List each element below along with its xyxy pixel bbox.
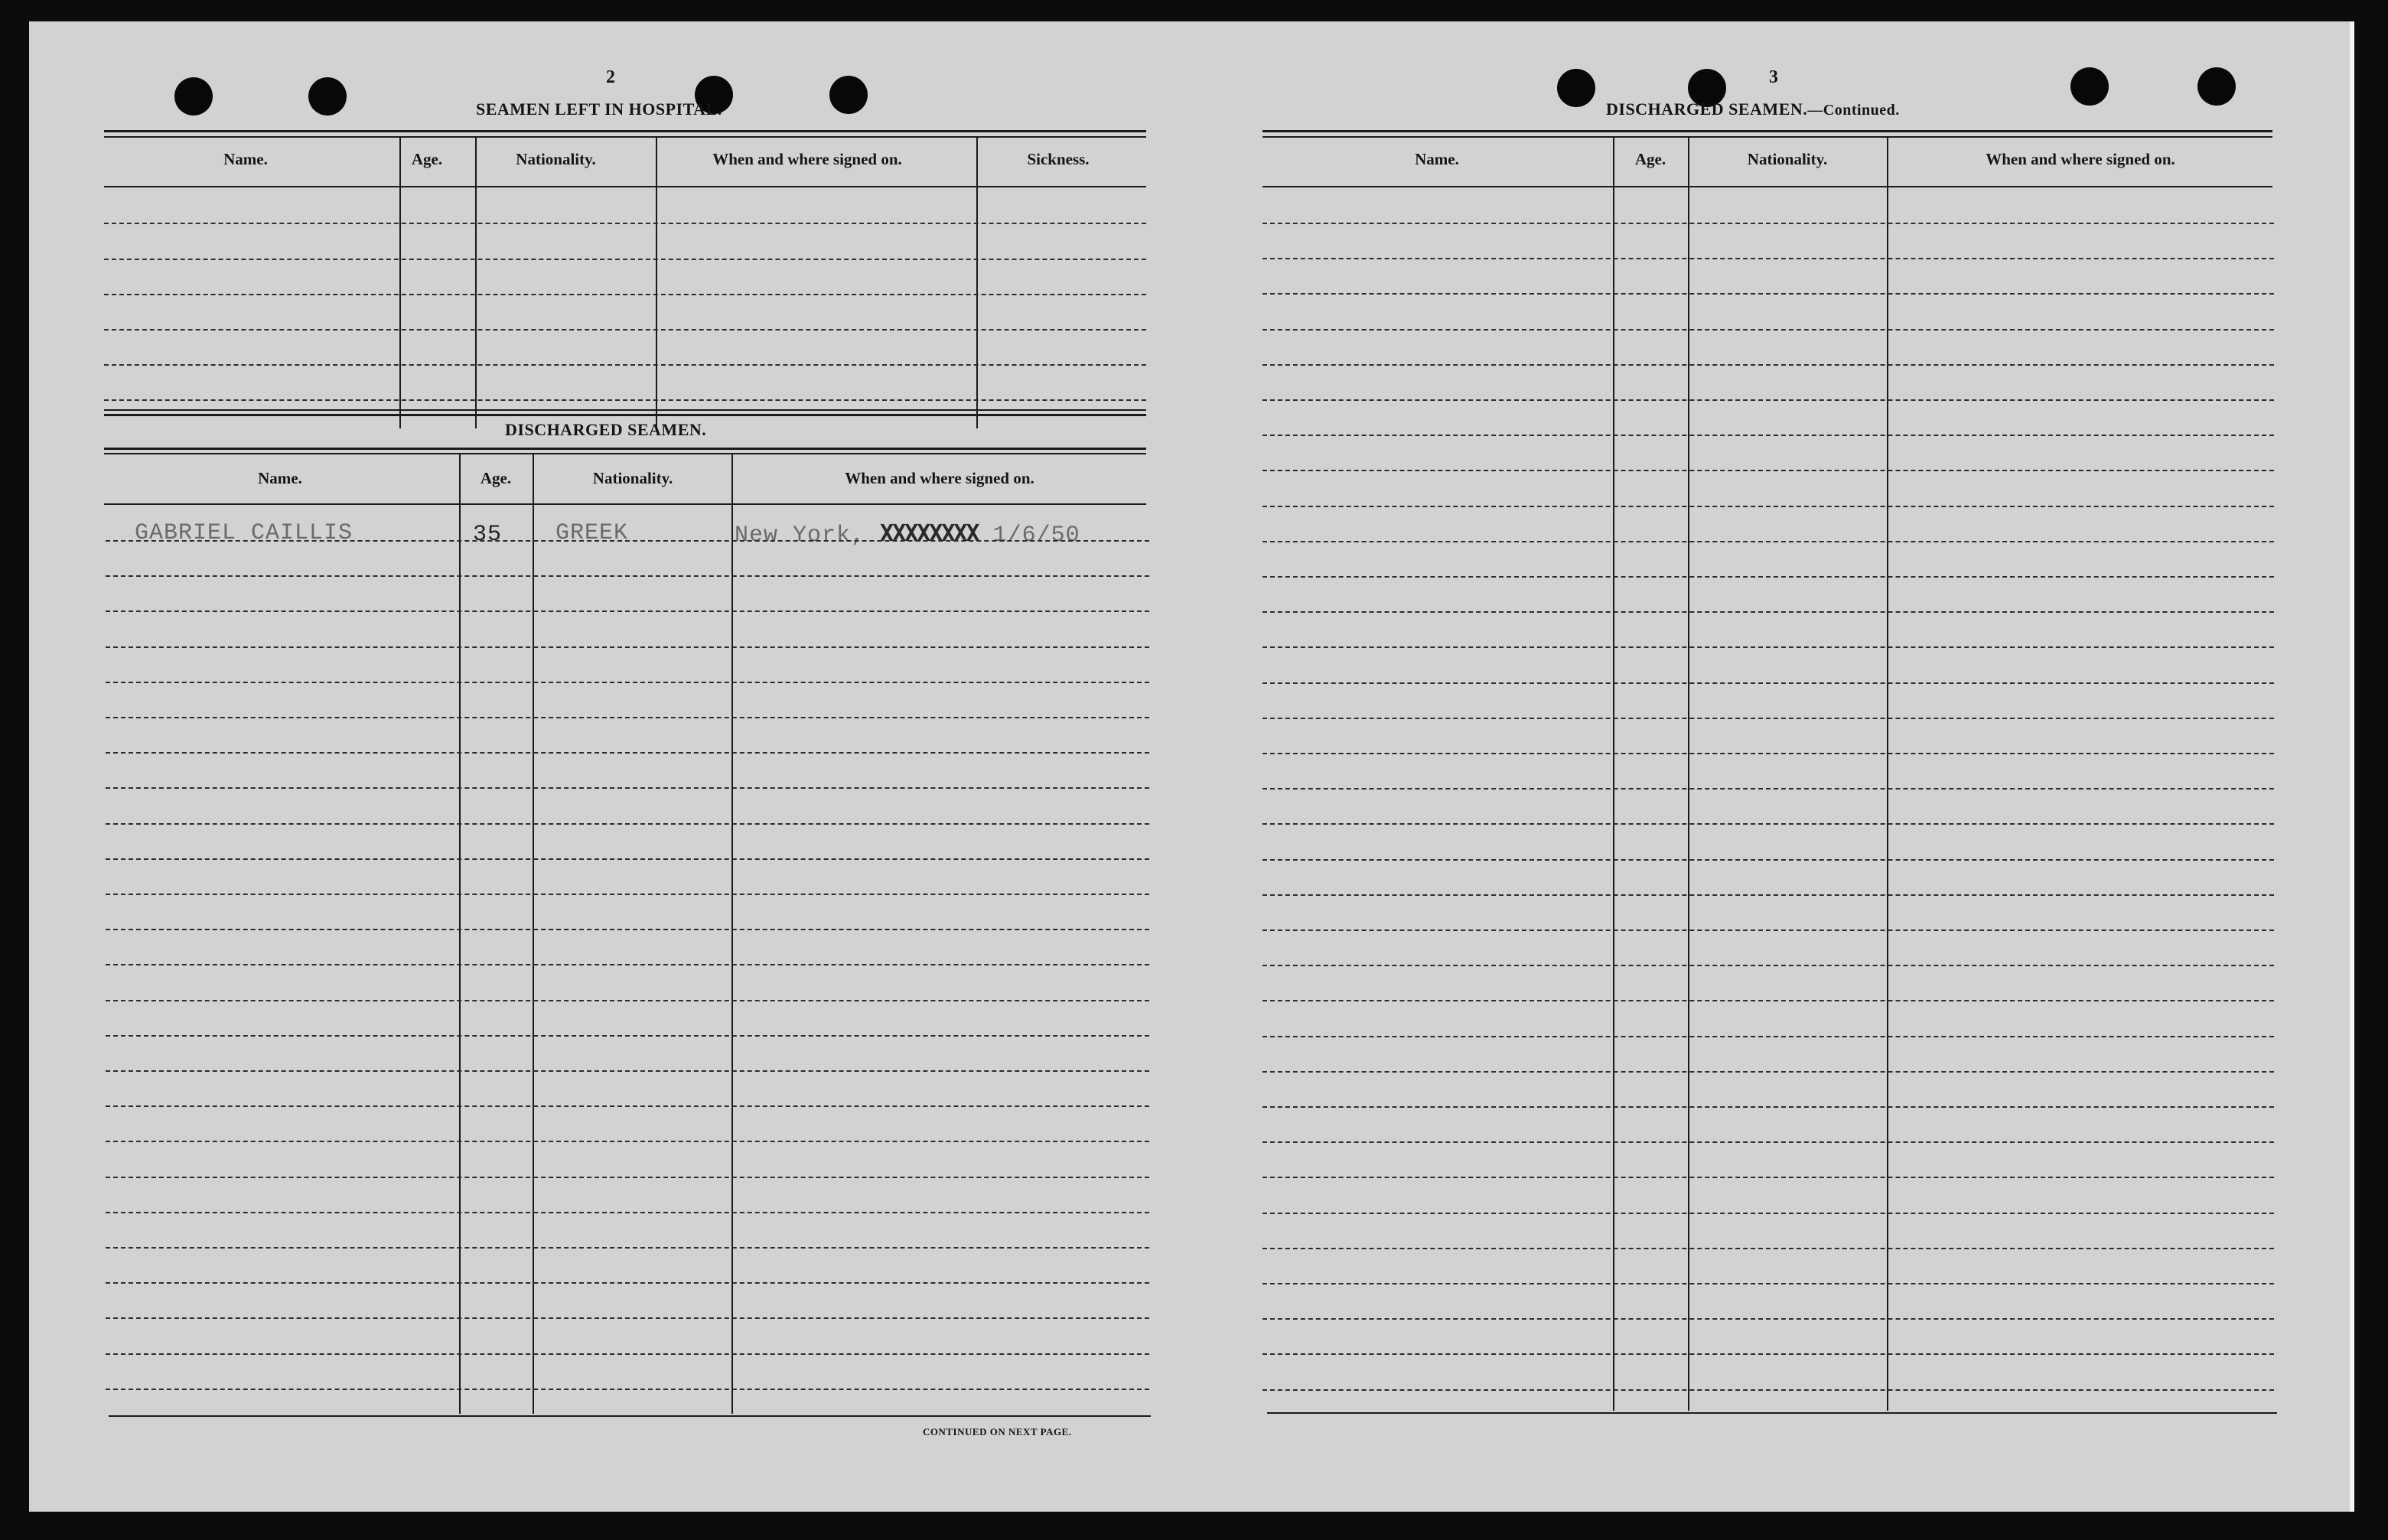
hospital-top-rule-inner	[104, 136, 1146, 138]
hospital-row-line	[104, 399, 1146, 401]
row-line	[106, 894, 1149, 895]
row-line	[1262, 1106, 2274, 1108]
discharged-bottom-rule	[109, 1415, 1151, 1417]
row-line	[1262, 1036, 2274, 1037]
row-line	[1262, 576, 2274, 578]
discharged-col-name: Name.	[258, 469, 302, 487]
row-line	[106, 717, 1149, 718]
row-line	[1262, 435, 2274, 436]
punch-hole	[174, 77, 213, 116]
discharged-col-age: Age.	[480, 469, 512, 487]
discharged-section-title: DISCHARGED SEAMEN.	[505, 420, 707, 439]
discharged-entry-signed-on	[735, 520, 1080, 549]
row-line	[106, 682, 1149, 683]
row-line	[106, 1105, 1149, 1107]
page-number-right: 3	[1769, 67, 1778, 87]
row-line	[106, 1317, 1149, 1319]
hospital-col-nationality: Nationality.	[516, 150, 596, 168]
right-title-suffix: —Continued.	[1807, 102, 1900, 119]
row-line	[1262, 1000, 2274, 1001]
discharged-top-rule	[104, 448, 1146, 450]
row-line	[1262, 1141, 2274, 1143]
right-col-age: Age.	[1634, 150, 1666, 168]
row-line	[1262, 646, 2274, 648]
right-top-rule	[1262, 130, 2272, 132]
row-line	[106, 1247, 1149, 1249]
row-line	[106, 646, 1149, 648]
hospital-col-signed-on: When and where signed on.	[712, 150, 902, 168]
row-line	[1262, 859, 2274, 861]
right-bottom-rule	[1267, 1412, 2277, 1414]
row-line	[1262, 682, 2274, 684]
row-line	[1262, 1177, 2274, 1178]
row-line	[106, 1389, 1149, 1390]
row-line	[106, 964, 1149, 965]
row-line	[1262, 1353, 2274, 1355]
hospital-col-age: Age.	[411, 150, 443, 168]
right-top-rule-inner	[1262, 136, 2272, 138]
row-line	[1262, 611, 2274, 613]
hospital-col-divider	[976, 138, 978, 428]
row-line	[1262, 1389, 2274, 1391]
row-line	[1262, 329, 2274, 330]
discharged-col-divider	[459, 454, 461, 1414]
row-line	[1262, 293, 2274, 295]
row-line	[1262, 470, 2274, 471]
row-line	[1262, 1213, 2274, 1214]
right-col-nationality: Nationality.	[1747, 150, 1828, 168]
row-line	[106, 610, 1149, 612]
hospital-bottom-rule	[104, 414, 1146, 416]
row-line	[106, 575, 1149, 577]
hospital-col-divider	[399, 138, 401, 428]
row-line	[1262, 753, 2274, 754]
row-line	[1262, 258, 2274, 259]
continued-footer: CONTINUED ON NEXT PAGE.	[923, 1426, 1072, 1437]
row-line	[1262, 788, 2274, 790]
row-line	[1262, 223, 2274, 224]
discharged-entry-name: GABRIEL CAILLIS	[135, 520, 353, 546]
hospital-col-divider	[475, 138, 477, 428]
row-line	[1262, 894, 2274, 896]
hospital-col-divider	[656, 138, 657, 428]
hospital-row-line	[104, 294, 1146, 295]
signed-on-place: New York,	[735, 523, 866, 549]
right-title-main: DISCHARGED SEAMEN.	[1606, 99, 1808, 119]
row-line	[1262, 1318, 2274, 1320]
ledger-spread	[29, 21, 2354, 1512]
row-line	[106, 1000, 1149, 1001]
punch-hole	[2197, 67, 2236, 106]
row-line	[106, 1353, 1149, 1355]
row-line	[1262, 1248, 2274, 1249]
hospital-bottom-rule	[104, 409, 1146, 411]
right-col-signed-on: When and where signed on.	[1986, 150, 2175, 168]
right-section-title	[1606, 99, 1900, 119]
hospital-col-name: Name.	[223, 150, 268, 168]
signed-on-date: 1/6/50	[992, 523, 1080, 549]
row-line	[106, 787, 1149, 789]
row-line	[106, 540, 1149, 542]
hospital-row-line	[104, 259, 1146, 260]
row-line	[1262, 965, 2274, 966]
hospital-top-rule	[104, 130, 1146, 132]
row-line	[106, 1212, 1149, 1213]
punch-hole	[2070, 67, 2109, 106]
hospital-row-line	[104, 223, 1146, 224]
discharged-top-rule-inner	[104, 453, 1146, 454]
row-line	[1262, 399, 2274, 401]
hospital-row-line	[104, 329, 1146, 330]
row-line	[106, 929, 1149, 930]
row-line	[106, 1177, 1149, 1178]
discharged-col-divider	[533, 454, 534, 1414]
page-number-left: 2	[606, 67, 615, 87]
punch-hole	[308, 77, 347, 116]
punch-hole	[1557, 69, 1595, 107]
discharged-header-rule	[104, 503, 1146, 505]
hospital-header-rule	[104, 186, 1146, 187]
row-line	[106, 1282, 1149, 1284]
row-line	[1262, 1071, 2274, 1073]
hospital-row-line	[104, 364, 1146, 366]
row-line	[1262, 930, 2274, 931]
row-line	[106, 752, 1149, 754]
row-line	[106, 1141, 1149, 1142]
discharged-col-nationality: Nationality.	[592, 469, 673, 487]
row-line	[106, 823, 1149, 825]
row-line	[106, 1035, 1149, 1037]
row-line	[106, 1070, 1149, 1072]
row-line	[1262, 1283, 2274, 1284]
row-line	[1262, 718, 2274, 719]
row-line	[1262, 506, 2274, 507]
discharged-entry-nationality: GREEK	[555, 520, 629, 546]
punch-hole	[829, 76, 868, 114]
row-line	[1262, 364, 2274, 366]
hospital-section-title: SEAMEN LEFT IN HOSPITAL.	[476, 99, 722, 119]
discharged-col-signed-on: When and where signed on.	[845, 469, 1034, 487]
row-line	[1262, 541, 2274, 542]
right-col-name: Name.	[1415, 150, 1459, 168]
row-line	[106, 858, 1149, 860]
row-line	[1262, 823, 2274, 825]
hospital-col-sickness: Sickness.	[1027, 150, 1090, 168]
right-header-rule	[1262, 186, 2272, 187]
struck-out-text: XXXXXXXX	[880, 520, 979, 547]
discharged-col-divider	[731, 454, 733, 1414]
discharged-entry-age: 35	[473, 522, 503, 548]
